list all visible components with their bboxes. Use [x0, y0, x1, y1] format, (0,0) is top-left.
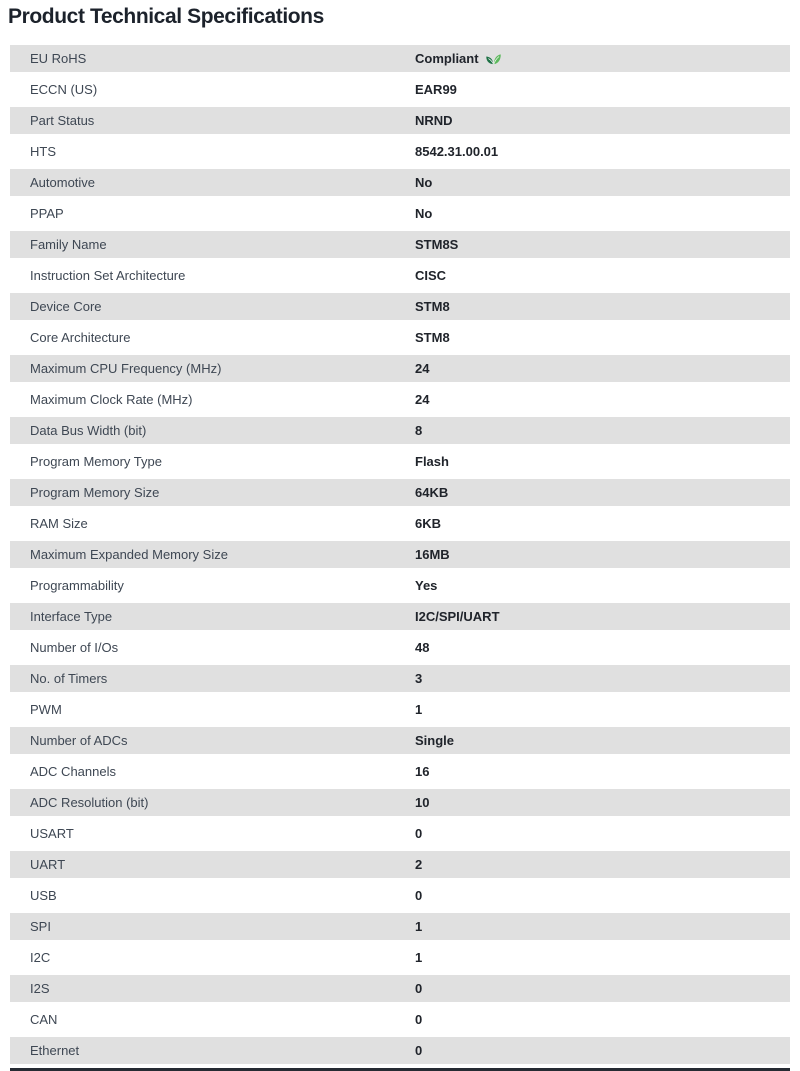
spec-value-text: No	[415, 175, 433, 190]
spec-value	[415, 206, 432, 221]
spec-value	[415, 175, 432, 190]
spec-row	[10, 76, 790, 103]
spec-row	[10, 138, 790, 165]
spec-label: I2C	[30, 950, 51, 965]
spec-value-text: 0	[415, 1012, 423, 1027]
spec-row	[10, 851, 790, 878]
spec-value	[415, 51, 502, 66]
spec-table	[10, 45, 790, 1064]
spec-value-text: Flash	[415, 454, 449, 469]
spec-label: Part Status	[30, 113, 95, 128]
spec-value-text: STM8S	[415, 237, 459, 252]
spec-value	[415, 919, 422, 934]
spec-value-text: 1	[415, 919, 423, 934]
spec-row	[10, 200, 790, 227]
spec-value-text: NRND	[415, 113, 453, 128]
spec-value-text: 48	[415, 640, 430, 655]
spec-value	[415, 516, 441, 531]
spec-value-text: 0	[415, 981, 423, 996]
spec-label: Program Memory Size	[30, 485, 160, 500]
spec-row	[10, 479, 790, 506]
spec-label: Program Memory Type	[30, 454, 162, 469]
spec-value	[415, 888, 422, 903]
spec-row	[10, 1037, 790, 1064]
spec-row	[10, 45, 790, 72]
spec-label: PPAP	[30, 206, 64, 221]
spec-row	[10, 541, 790, 568]
spec-label: USB	[30, 888, 57, 903]
spec-label: SPI	[30, 919, 51, 934]
spec-value	[415, 113, 453, 128]
spec-row	[10, 696, 790, 723]
spec-value-text: 0	[415, 888, 423, 903]
spec-value-text: 3	[415, 671, 423, 686]
spec-row	[10, 820, 790, 847]
spec-row	[10, 944, 790, 971]
spec-label: CAN	[30, 1012, 58, 1027]
spec-row	[10, 634, 790, 661]
spec-row	[10, 758, 790, 785]
spec-value-text: 24	[415, 392, 430, 407]
spec-row	[10, 727, 790, 754]
spec-row	[10, 169, 790, 196]
spec-value-text: 8542.31.00.01	[415, 144, 499, 159]
spec-value	[415, 144, 498, 159]
spec-value-text: Compliant	[415, 51, 479, 66]
spec-value	[415, 82, 457, 97]
spec-label: Instruction Set Architecture	[30, 268, 186, 283]
spec-label: RAM Size	[30, 516, 88, 531]
spec-value-text: Yes	[415, 578, 438, 593]
spec-value	[415, 826, 422, 841]
spec-label: Device Core	[30, 299, 102, 314]
spec-value	[415, 454, 449, 469]
leaf-icon[interactable]	[485, 52, 502, 66]
spec-value	[415, 857, 422, 872]
spec-value	[415, 361, 429, 376]
spec-value-text: 2	[415, 857, 423, 872]
spec-value	[415, 733, 454, 748]
spec-value-text: EAR99	[415, 82, 457, 97]
spec-value-text: 8	[415, 423, 423, 438]
spec-value	[415, 423, 422, 438]
spec-row	[10, 789, 790, 816]
spec-value	[415, 547, 450, 562]
spec-value-text: 6KB	[415, 516, 442, 531]
spec-value	[415, 330, 450, 345]
spec-row	[10, 913, 790, 940]
spec-value	[415, 640, 429, 655]
spec-value-text: CISC	[415, 268, 447, 283]
spec-label: I2S	[30, 981, 50, 996]
spec-label: PWM	[30, 702, 62, 717]
spec-value-text: 16MB	[415, 547, 450, 562]
spec-label: No. of Timers	[30, 671, 108, 686]
spec-value-text: 24	[415, 361, 430, 376]
spec-label: Maximum CPU Frequency (MHz)	[30, 361, 222, 376]
spec-value	[415, 392, 429, 407]
spec-label: ADC Channels	[30, 764, 116, 779]
spec-value	[415, 1012, 422, 1027]
spec-value	[415, 981, 422, 996]
spec-value	[415, 795, 429, 810]
spec-row	[10, 572, 790, 599]
spec-row	[10, 603, 790, 630]
spec-row	[10, 448, 790, 475]
spec-label: Family Name	[30, 237, 107, 252]
spec-value-text: I2C/SPI/UART	[415, 609, 500, 624]
spec-value-text: 64KB	[415, 485, 449, 500]
spec-value	[415, 671, 422, 686]
spec-label: Core Architecture	[30, 330, 131, 345]
spec-value-text: No	[415, 206, 433, 221]
spec-label: Maximum Expanded Memory Size	[30, 547, 228, 562]
spec-label: HTS	[30, 144, 56, 159]
spec-label: ADC Resolution (bit)	[30, 795, 149, 810]
spec-label: USART	[30, 826, 74, 841]
spec-row	[10, 665, 790, 692]
page-title: Product Technical Specifications	[8, 5, 324, 28]
spec-value	[415, 268, 446, 283]
spec-label: Programmability	[30, 578, 124, 593]
spec-value-text: STM8	[415, 330, 450, 345]
spec-row	[10, 417, 790, 444]
spec-label: Number of ADCs	[30, 733, 128, 748]
spec-label: ECCN (US)	[30, 82, 98, 97]
spec-row	[10, 882, 790, 909]
spec-value	[415, 950, 422, 965]
spec-label: Automotive	[30, 175, 96, 190]
spec-value	[415, 764, 429, 779]
spec-value-text: 0	[415, 1043, 423, 1058]
spec-value-text: 0	[415, 826, 423, 841]
spec-value	[415, 609, 500, 624]
spec-value	[415, 299, 450, 314]
spec-value	[415, 1043, 422, 1058]
spec-row	[10, 262, 790, 289]
spec-row	[10, 324, 790, 351]
spec-value	[415, 578, 437, 593]
spec-label: EU RoHS	[30, 51, 87, 66]
spec-value-text: 1	[415, 950, 423, 965]
spec-row	[10, 107, 790, 134]
spec-row	[10, 1006, 790, 1033]
spec-value-text: 1	[415, 702, 423, 717]
spec-row	[10, 355, 790, 382]
spec-value-text: STM8	[415, 299, 450, 314]
spec-label: Number of I/Os	[30, 640, 119, 655]
spec-label: Data Bus Width (bit)	[30, 423, 147, 438]
spec-label: UART	[30, 857, 66, 872]
spec-value	[415, 485, 448, 500]
spec-row	[10, 386, 790, 413]
spec-value	[415, 237, 458, 252]
spec-value-text: 16	[415, 764, 430, 779]
spec-row	[10, 975, 790, 1002]
spec-value-text: Single	[415, 733, 455, 748]
spec-value	[415, 702, 422, 717]
spec-row	[10, 293, 790, 320]
spec-label: Maximum Clock Rate (MHz)	[30, 392, 193, 407]
spec-label: Ethernet	[30, 1043, 80, 1058]
spec-row	[10, 231, 790, 258]
spec-row	[10, 510, 790, 537]
spec-value-text: 10	[415, 795, 430, 810]
spec-label: Interface Type	[30, 609, 113, 624]
